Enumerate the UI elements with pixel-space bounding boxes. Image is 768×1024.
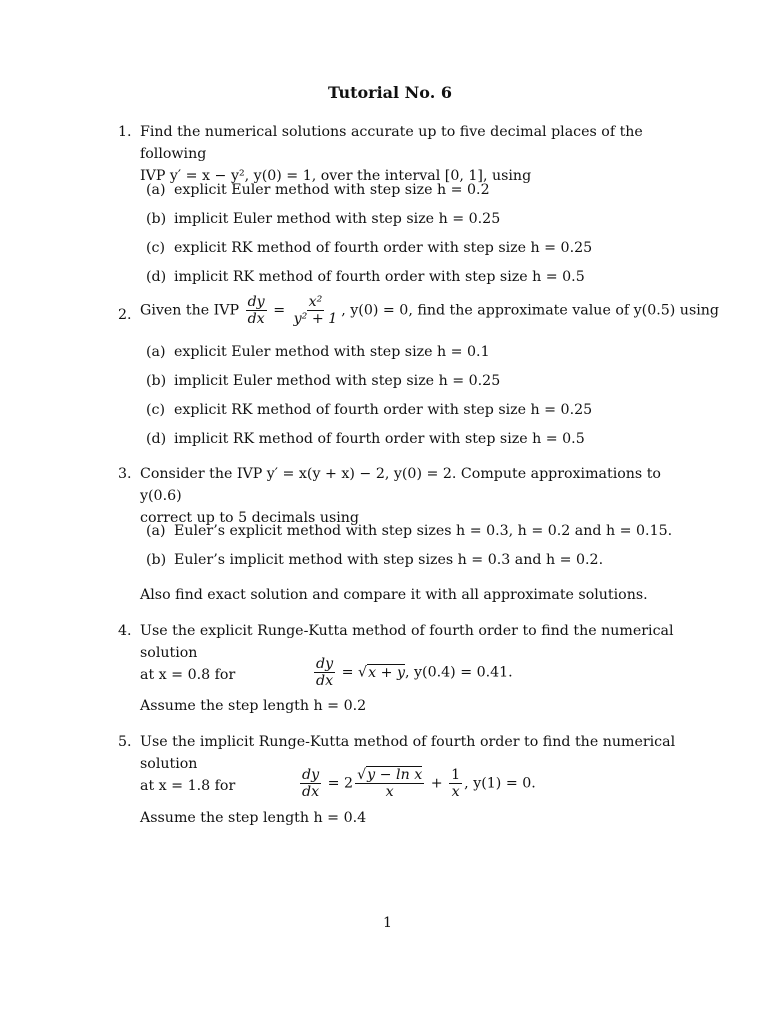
question-suffix: , y(0) = 0, find the approximate value of y(0.5) using xyxy=(341,302,719,319)
denominator: y² + 1 xyxy=(293,311,338,327)
assumption: Assume the step length h = 0.4 xyxy=(140,810,367,826)
question-line: Consider the IVP y′ = x(y + x) − 2, y(0) = 2. Compute approximations to y(0.6) xyxy=(140,466,661,504)
question-line: Find the numerical solutions accurate up to five decimal places of the following xyxy=(140,124,643,162)
assumption: Assume the step length h = 0.2 xyxy=(140,698,367,714)
question-text xyxy=(140,294,719,327)
denominator: dx xyxy=(316,673,334,689)
item-label: (d) xyxy=(146,269,167,285)
question-number: 4. xyxy=(118,623,132,639)
plus-sign: + xyxy=(430,775,443,792)
question-number: 3. xyxy=(118,466,132,482)
question-line: Use the implicit Runge-Kutta method of fourth order to find the numerical solution xyxy=(140,734,676,772)
numerator: dy xyxy=(316,656,334,672)
list-item xyxy=(146,520,672,542)
numerator xyxy=(355,767,424,784)
list-item xyxy=(146,208,500,230)
rhs-fraction xyxy=(292,294,340,327)
list-item xyxy=(146,179,490,201)
question-prefix: Given the IVP xyxy=(140,302,240,319)
numerator: 1 xyxy=(451,767,461,783)
item-label: (d) xyxy=(146,431,167,447)
item-label: (a) xyxy=(146,344,166,360)
list-item xyxy=(146,370,500,392)
question-line: IVP y′ = x − y², y(0) = 1, over the interval [0, 1], using xyxy=(140,168,532,184)
item-label: (b) xyxy=(146,211,167,227)
sqrt-symbol: √ xyxy=(357,767,367,783)
list-item xyxy=(146,549,603,571)
denominator: dx xyxy=(247,311,265,327)
question-line: correct up to 5 decimals using xyxy=(140,510,359,526)
numerator: x² xyxy=(308,294,323,310)
item-text: explicit RK method of fourth order with step size h = 0.25 xyxy=(174,402,593,418)
question-text xyxy=(140,121,683,187)
derivative-fraction xyxy=(300,767,321,800)
item-text: implicit RK method of fourth order with step size h = 0.5 xyxy=(174,431,585,447)
question-line: Use the explicit Runge-Kutta method of fourth order to find the numerical solution xyxy=(140,623,674,661)
item-text: explicit Euler method with step size h = 0.2 xyxy=(174,182,490,198)
question-number: 1. xyxy=(118,124,132,140)
list-item xyxy=(146,399,592,421)
denominator: x xyxy=(385,784,394,800)
equals-coefficient: = 2 xyxy=(327,775,354,792)
item-text: implicit RK method of fourth order with step size h = 0.5 xyxy=(174,269,585,285)
equation-tail: , y(0.4) = 0.41. xyxy=(405,664,513,681)
question-1 xyxy=(118,121,683,187)
equals-sign: = xyxy=(341,664,354,681)
question-note: Also find exact solution and compare it with all approximate solutions. xyxy=(140,587,648,603)
list-item xyxy=(146,341,490,363)
item-label: (b) xyxy=(146,552,167,568)
numerator: dy xyxy=(247,294,265,310)
derivative-fraction xyxy=(314,656,335,689)
item-text: Euler’s implicit method with step sizes h = 0.3 and h = 0.2. xyxy=(174,552,604,568)
item-text: explicit RK method of fourth order with step size h = 0.25 xyxy=(174,240,593,256)
sqrt-symbol: √ xyxy=(358,664,368,681)
radicand: y − ln x xyxy=(367,767,423,783)
item-label: (b) xyxy=(146,373,167,389)
item-text: implicit Euler method with step size h = 0.25 xyxy=(174,211,501,227)
question-number: 5. xyxy=(118,734,132,750)
item-text: explicit Euler method with step size h = 0.1 xyxy=(174,344,490,360)
list-item xyxy=(146,428,585,450)
question-2 xyxy=(118,294,719,327)
denominator: x xyxy=(451,784,460,800)
item-label: (c) xyxy=(146,240,166,256)
derivative-fraction xyxy=(246,294,267,327)
page-number: 1 xyxy=(383,915,393,931)
list-item xyxy=(146,266,585,288)
root-fraction xyxy=(355,767,424,800)
page-title: Tutorial No. 6 xyxy=(328,83,452,102)
reciprocal-fraction xyxy=(449,767,462,800)
question-line: at x = 0.8 for xyxy=(140,667,236,683)
question-number: 2. xyxy=(118,307,132,323)
radicand: x + y xyxy=(368,664,406,681)
display-equation xyxy=(298,767,536,800)
question-line: at x = 1.8 for xyxy=(140,778,236,794)
list-item xyxy=(146,237,592,259)
denominator: dx xyxy=(302,784,320,800)
item-label: (a) xyxy=(146,523,166,539)
item-label: (a) xyxy=(146,182,166,198)
display-equation xyxy=(312,656,513,689)
equation-tail: , y(1) = 0. xyxy=(464,775,536,792)
item-label: (c) xyxy=(146,402,166,418)
item-text: implicit Euler method with step size h = 0.25 xyxy=(174,373,501,389)
equals-sign: = xyxy=(273,302,286,319)
item-text: Euler’s explicit method with step sizes h = 0.3, h = 0.2 and h = 0.15. xyxy=(174,523,673,539)
numerator: dy xyxy=(302,767,320,783)
